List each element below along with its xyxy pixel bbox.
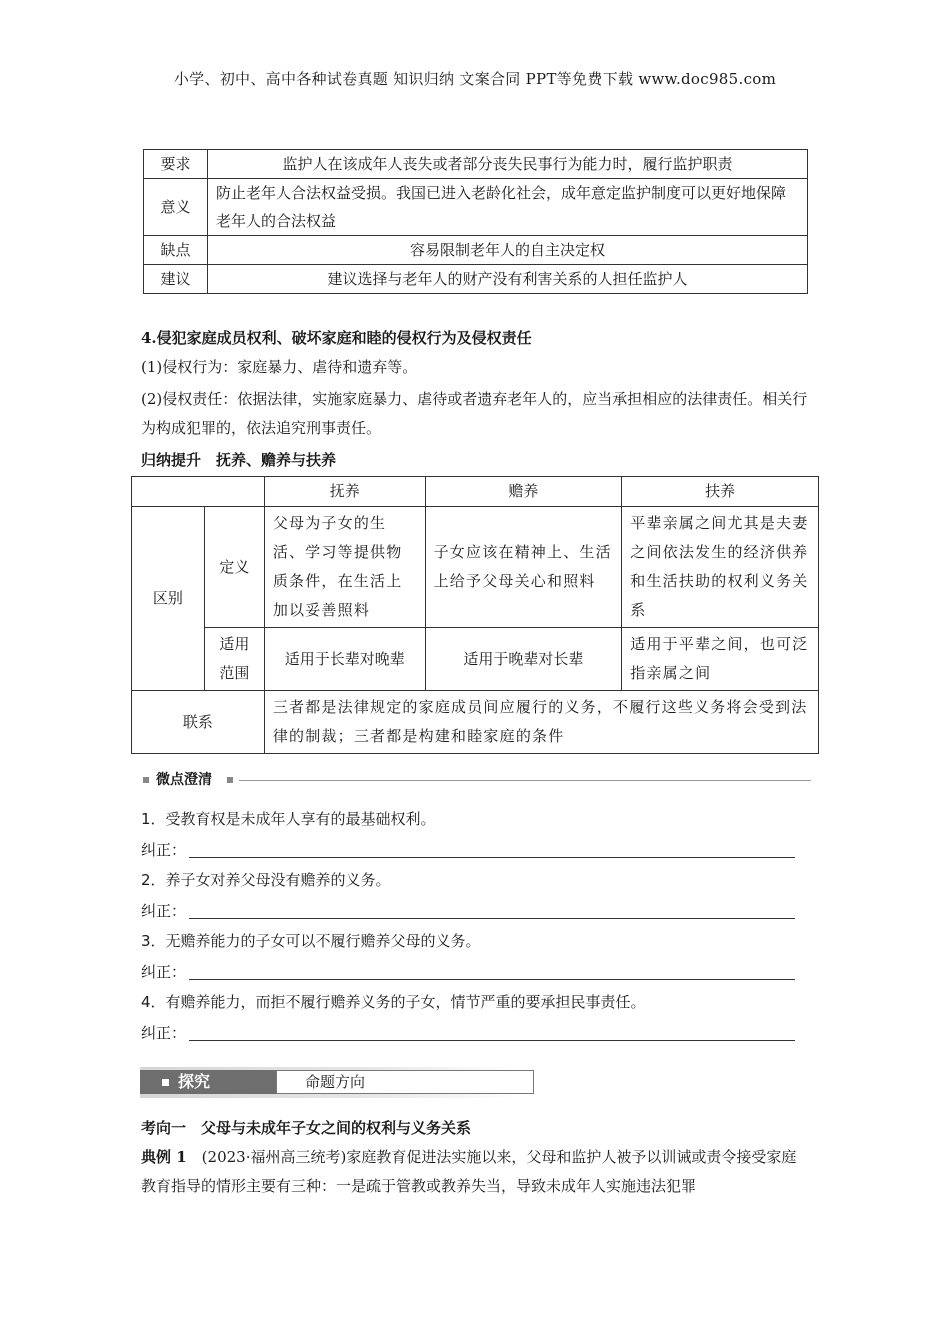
row-label-scope: 适用范围: [204, 628, 264, 691]
clarify-item-3: 3．无赡养能力的子女可以不履行赡养父母的义务。: [141, 932, 481, 950]
page-header: 小学、初中、高中各种试卷真题 知识归纳 文案合同 PPT等免费下载 www.doc985.com: [173, 70, 777, 88]
header-blank-cell: [132, 477, 265, 507]
clarify-title: 微点澄清: [156, 772, 212, 788]
divider-line: [239, 780, 811, 781]
correction-label: 纠正：: [141, 841, 187, 859]
row-group-difference: 区别: [132, 507, 205, 691]
header-shanyang-supporting: 赡养: [425, 477, 622, 507]
example-text: (2023·福州高三统考)家庭教育促进法实施以来，父母和监护人被予以训诫或责令接受家庭教育指导的情形主要有三种：一是疏于管教或教养失当，导致未成年人实施违法犯罪: [141, 1148, 797, 1195]
table-row: [132, 628, 819, 691]
clarify-item-4: 4．有赡养能力，而拒不履行赡养义务的子女，情节严重的要承担民事责任。: [141, 993, 646, 1011]
correction-line-2: [141, 900, 795, 922]
table-row: [132, 691, 819, 754]
answer-blank[interactable]: [189, 918, 795, 919]
row-label-connection: 联系: [132, 691, 265, 754]
table-row: [132, 507, 819, 628]
definition-raising: 父母为子女的生活、学习等提供物质条件，在生活上加以妥善照料: [264, 507, 425, 628]
paragraph-liability: (2)侵权责任：依据法律，实施家庭暴力、虐待或者遗弃老年人的，应当承担相应的法律责任。相关行为构成犯罪的，依法追究刑事责任。: [141, 390, 808, 437]
correction-line-4: [141, 1022, 795, 1044]
row-value-suggestion: 建议选择与老年人的财产没有利害关系的人担任监护人: [208, 265, 808, 294]
example-label: 典例 1: [141, 1148, 187, 1166]
row-value-requirement: 监护人在该成年人丧失或者部分丧失民事行为能力时，履行监护职责: [208, 150, 808, 179]
paragraph-behavior: (1)侵权行为：家庭暴力、虐待和遗弃等。: [141, 358, 418, 376]
definition-mutual: 平辈亲属之间尤其是夫妻之间依法发生的经济供养和生活扶助的权利义务关系: [622, 507, 819, 628]
definition-supporting: 子女应该在精神上、生活上给予父母关心和照料: [425, 507, 622, 628]
correction-label: 纠正：: [141, 1024, 187, 1042]
row-value-significance: 防止老年人合法权益受损。我国已进入老龄化社会，成年意定监护制度可以更好地保障老年人的合法权益: [208, 179, 808, 236]
explore-subtitle: 命题方向: [276, 1070, 534, 1094]
scope-mutual: 适用于平辈之间，也可泛指亲属之间: [622, 628, 819, 691]
explore-tag: [140, 1070, 276, 1094]
correction-line-1: [141, 839, 795, 861]
explore-banner: [140, 1067, 517, 1098]
row-label-significance: 意义: [144, 179, 208, 236]
answer-blank[interactable]: [189, 1040, 795, 1041]
answer-blank[interactable]: [189, 979, 795, 980]
table-row: [144, 179, 808, 236]
scope-raising: 适用于长辈对晚辈: [264, 628, 425, 691]
clarify-item-2: 2．养子女对养父母没有赡养的义务。: [141, 871, 391, 889]
correction-line-3: [141, 961, 795, 983]
guardianship-table: [143, 149, 808, 294]
correction-label: 纠正：: [141, 963, 187, 981]
answer-blank[interactable]: [189, 857, 795, 858]
square-bullet-icon: [143, 777, 149, 783]
row-label-drawback: 缺点: [144, 236, 208, 265]
summary-title: 归纳提升 抚养、赡养与扶养: [141, 451, 337, 469]
support-comparison-table: [131, 476, 819, 754]
correction-label: 纠正：: [141, 902, 187, 920]
example-paragraph: [141, 1143, 811, 1201]
clarify-item-1: 1．受教育权是未成年人享有的最基础权利。: [141, 810, 436, 828]
row-label-requirement: 要求: [144, 150, 208, 179]
row-label-suggestion: 建议: [144, 265, 208, 294]
header-fuyang-mutual: 扶养: [622, 477, 819, 507]
square-bullet-icon: [227, 777, 233, 783]
section-title: 4.侵犯家庭成员权利、破坏家庭和睦的侵权行为及侵权责任: [141, 329, 532, 347]
table-row: [144, 150, 808, 179]
table-row: [144, 265, 808, 294]
explore-tag-label: 探究: [178, 1072, 211, 1091]
row-label-definition: 定义: [204, 507, 264, 628]
connection-text: 三者都是法律规定的家庭成员间应履行的义务，不履行这些义务将会受到法律的制裁；三者都是构建和睦家庭的条件: [264, 691, 818, 754]
header-fuyang-raising: 抚养: [264, 477, 425, 507]
table-header-row: [132, 477, 819, 507]
scope-supporting: 适用于晚辈对长辈: [425, 628, 622, 691]
table-row: [144, 236, 808, 265]
row-value-drawback: 容易限制老年人的自主决定权: [208, 236, 808, 265]
clarify-section-bar: [143, 770, 811, 790]
direction-title: 考向一 父母与未成年子女之间的权利与义务关系: [141, 1119, 472, 1137]
square-bullet-icon: [162, 1079, 169, 1086]
